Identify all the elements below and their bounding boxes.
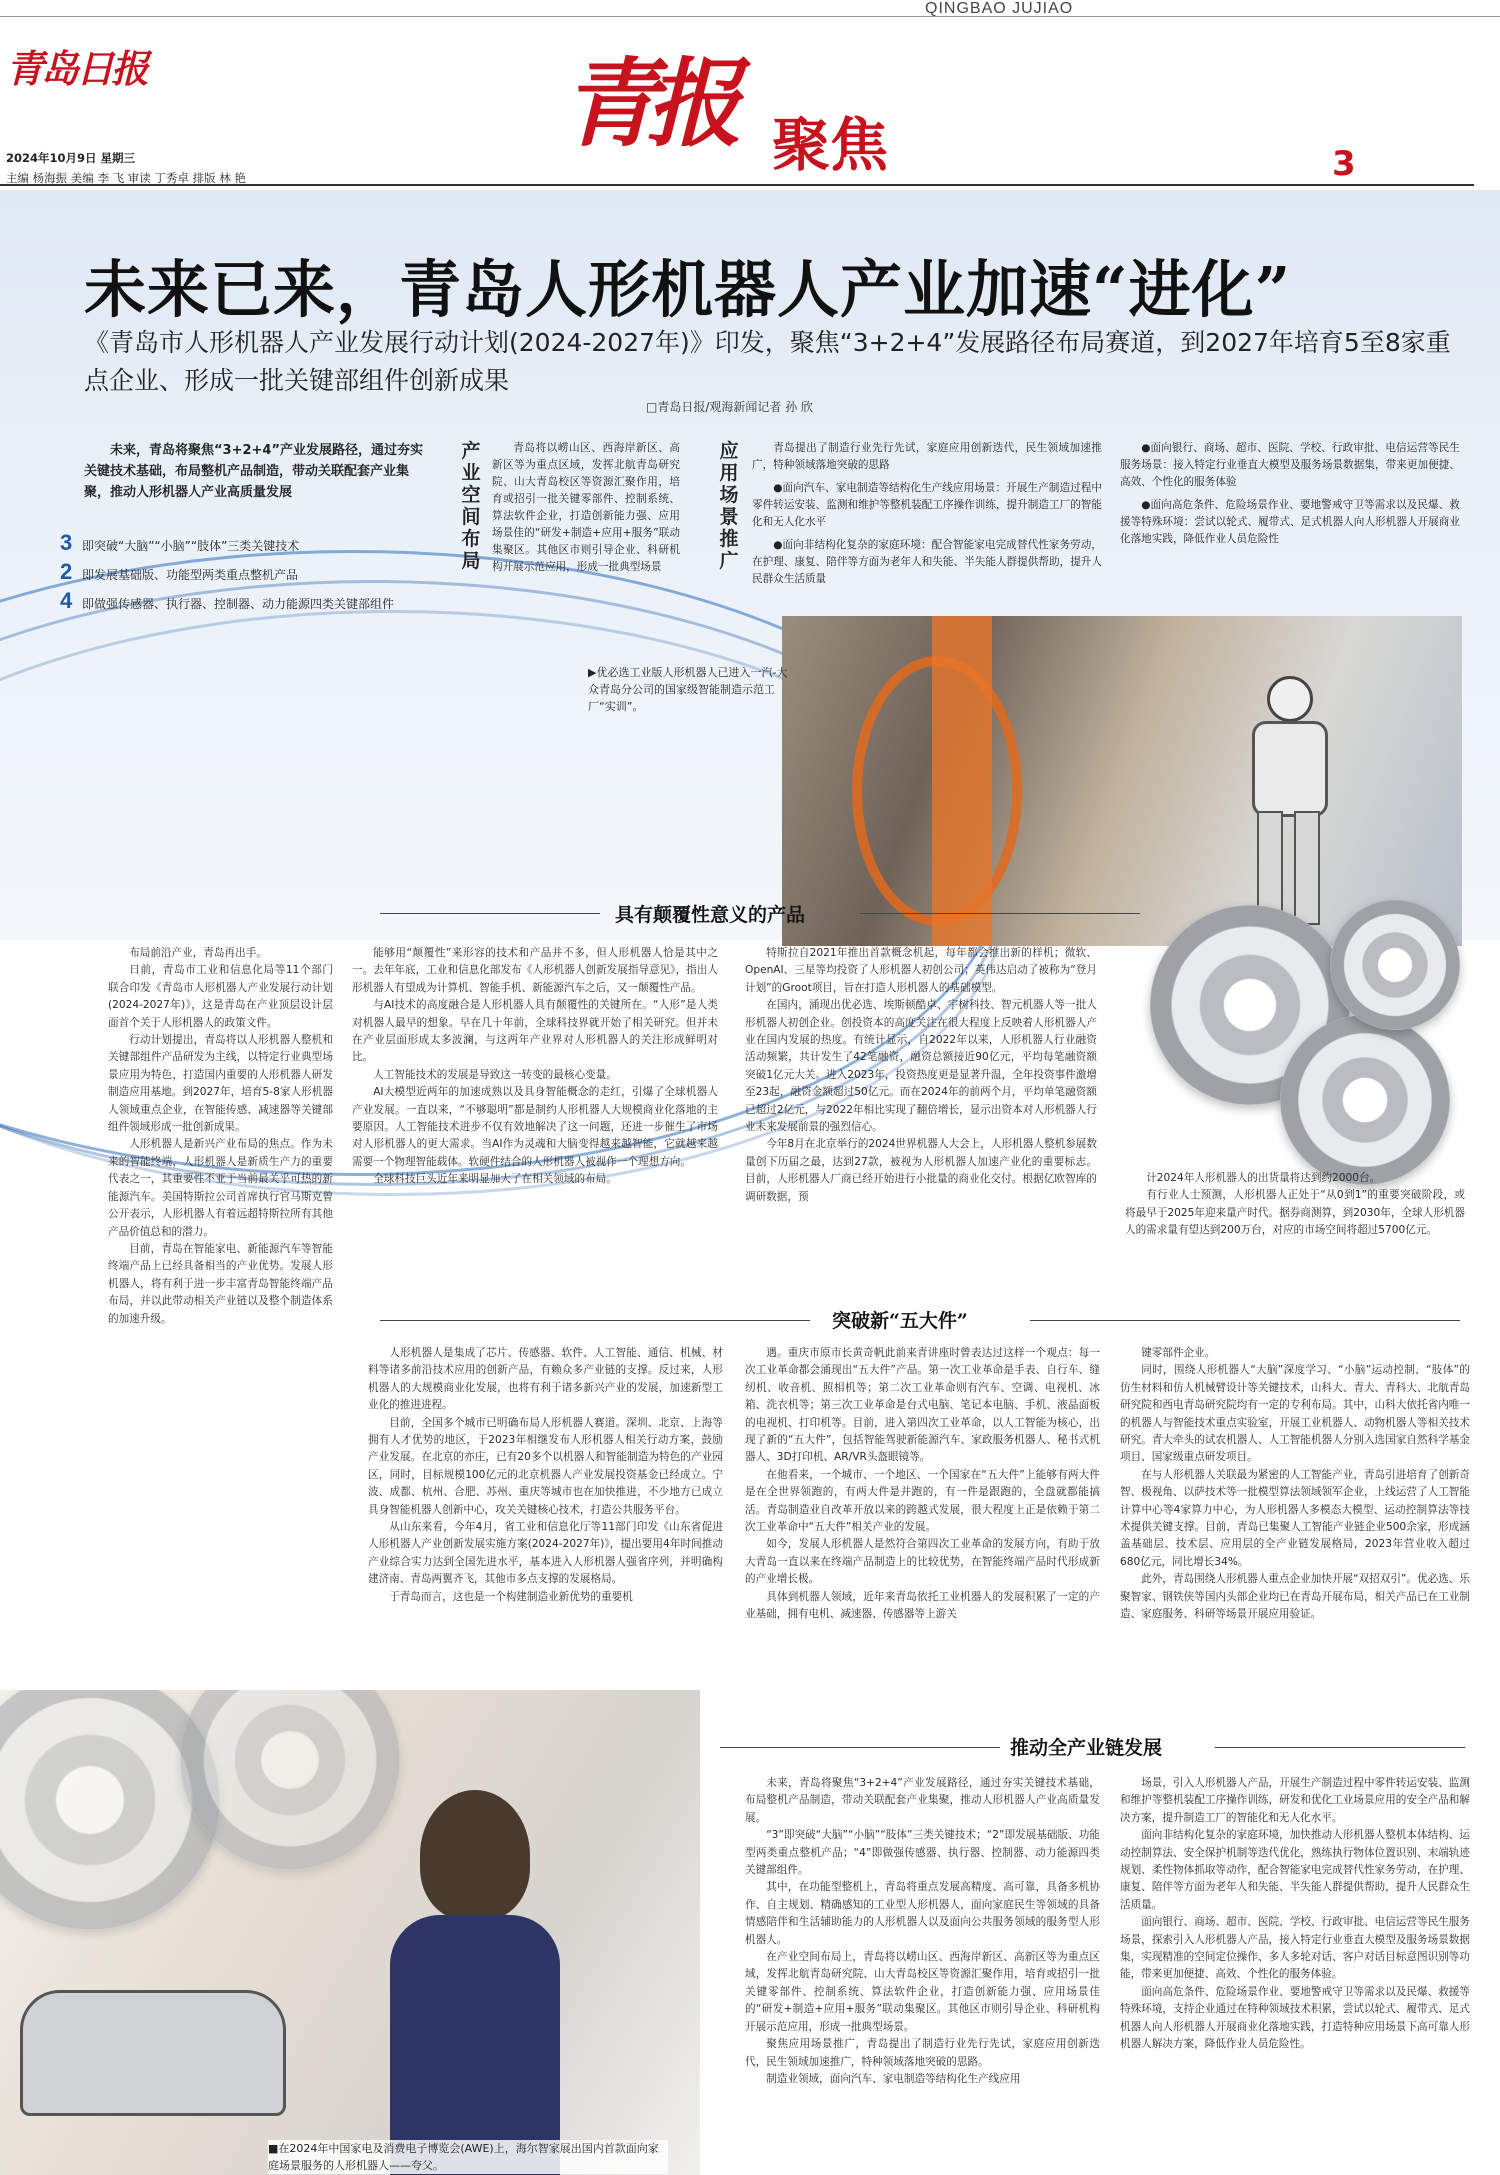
list-item: 4 即做强传感器、执行器、控制器、动力能源四类关键部组件: [60, 588, 395, 613]
robot-leg-icon: [1294, 811, 1320, 925]
robot-head-icon: [1267, 676, 1313, 722]
article-column: 特斯拉自2021年推出首款概念机起，每年都会推出新的样机；微软、OpenAI、三星等均投资了人形机器人初创公司；英伟达启动了被称为“登月计划”的Groot项目，旨在打造人形机器人的基础模型。 在国内，涌现出优必选、埃斯顿酷卓、宇树科技、智元机器人等一批人形机器人初创企业。创投资本的高度关注在很大程度上反映着人形机器人产业在国内发展的热度。有统计显示，自2022年以来，人形机器人行业融资活动频繁，共计发生了42笔融资，融资总额接近90亿元，平均每笔融资额突破1亿元大关。进入2023年，投资热度更是显著升温，全年投资事件激增至23起，融资金额超过50亿元。而在2024年的前两个月，平均单笔融资额已超过2亿元，与2022年相比实现了翻倍增长，显示出资本对人形机器人行业未来发展前景的强烈信心。 今年8月在北京举行的2024世界机器人大会上，人形机器人整机参展数量创下历届之最，达到27款，被视为人形机器人加速产业化的重要标志。目前，人形机器人厂商已经开始进行小批量的商业化交付。根据亿欧智库的调研数据，预: [745, 947, 1097, 1203]
section-rule: [1030, 1320, 1460, 1321]
section-brand-subtitle: 聚焦: [772, 111, 889, 179]
page-title: 未来已来，青岛人形机器人产业加速“进化”: [84, 253, 1292, 326]
gear-icon: [1330, 900, 1460, 1030]
scenario-box-title: 应用场景推广: [719, 440, 739, 572]
article-column: 键零部件企业。 同时，围绕人形机器人“大脑”深度学习、“小脑”运动控制、“肢体”的仿生材料和仿人机械臂设计等关键技术，山科大、青大、青科大、北航青岛研究院和西电青岛研究院均有一定的专利布局。其中，山科大依托省内唯一的机器人与智能技术重点实验室，开展工业机器人、动物机器人等相关技术研究。青大牵头的试农机器人、人工智能机器人分别入选国家自然科学基金项目、国家级重点研发项目。 在与人形机器人关联最为紧密的人工智能产业，青岛引进培育了创新奇智、极视角、以萨技术等一批模型算法领域领军企业，上线运营了人工智能计算中心等4家算力中心，为人形机器人多模态大模型、运动控制算法等技术提供关键支撑。目前，青岛已集聚人工智能产业链企业500余家，形成涵盖基础层、技术层、应用层的全产业链发展格局，2023年营业收入超过680亿元，同比增长34%。 此外，青岛围绕人形机器人重点企业加快开展“双招双引”。优必选、乐聚智家、钢铁侠等国内头部企业均已在青岛开展布局，相关产品已在工业制造、家庭服务、科研等场景开展应用验证。: [1120, 1347, 1470, 1621]
section-heading: 推动全产业链发展: [1010, 1737, 1163, 1759]
list-item: 3 即突破“大脑”“小脑”“肢体”三类关键技术: [60, 530, 300, 555]
header-pinyin: QINGBAO JUJIAO: [925, 0, 1074, 17]
header-rule: [0, 184, 1474, 186]
article-column: 未来，青岛将聚焦“3+2+4”产业发展路径，通过夯实关键技术基础，布局整机产品制造，带动关联配套产业集聚，推动人形机器人产业高质量发展。 “3”即突破“大脑”“小脑”“肢体”三类关键技术；“2”即发展基础版、功能型两类重点整机产品；“4”即做强传感器、执行器、控制器、动力能源四类关键部组件。 其中，在功能型整机上，青岛将重点发展高精度、高可靠，具备多机协作、自主规划、精确感知的工业型人形机器人，面向家庭民生等领域的具备情感陪伴和生活辅助能力的人形机器人以及面向公共服务领域的服务型人形机器人。 在产业空间布局上，青岛将以崂山区、西海岸新区、高新区等为重点区域，发挥北航青岛研究院、山大青岛校区等资源汇聚作用，培育或招引一批关键零部件、控制系统、算法软件企业，打造创新能力强、应用场景佳的“研发+制造+应用+服务”联动集聚区。其他区市则引导企业、科研机构开展示范应用，形成一批典型场景。 聚焦应用场景推广，青岛提出了制造行业先行先试，家庭应用创新迭代，民生领域加速推广，特种领域落地突破的思路。 制造业领域，面向汽车、家电制造等结构化生产线应用: [745, 1777, 1100, 2085]
photo-caption: ■在2024年中国家电及消费电子博览会(AWE)上，海尔智家展出国内首款面向家庭场景服务的人形机器人——夸父。: [268, 2140, 668, 2174]
newspaper-logo: 青岛日报: [6, 46, 147, 91]
page-number: 3: [1332, 144, 1356, 184]
article-column: 人形机器人是集成了芯片、传感器、软件、人工智能、通信、机械、材料等诸多前沿技术应用的创新产品，有赖众多产业链的支撑。反过来，人形机器人的大规模商业化发展，也将有利于诸多新兴产业的发展，加速新型工业化的推进进程。 目前，全国多个城市已明确布局人形机器人赛道。深圳、北京、上海等拥有人才优势的地区，于2023年相继发布人形机器人相关行动方案，鼓励产业发展。在北京的亦庄，已有20多个以机器人和智能制造为特色的产业园区，同时，目标规模100亿元的北京机器人产业发展投资基金已经成立。宁波、成都、杭州、合肥、苏州、重庆等城市也在加快推进，不少地方已成立具身智能机器人创新中心，攻关关键核心技术，打造公共服务平台。 从山东来看，今年4月，省工业和信息化厅等11部门印发《山东省促进人形机器人产业创新发展实施方案(2024-2027年)》，提出要用4年时间推动产业综合实力达到全国先进水平，基本进入人形机器人强省序列，并明确构建济南、青岛两翼齐飞，其他市多点支撑的发展格局。 于青岛而言，这也是一个构建制造业新优势的重要机: [368, 1347, 723, 1603]
article-column: 计2024年人形机器人的出货量将达到约2000台。 有行业人士预测，人形机器人正处于“从0到1”的重要突破阶段，或将最早于2025年迎来量产时代。据券商测算，到2030年，全球人形机器人的需求量有望达到200万台，对应的市场空间将超过5700亿元。: [1125, 1172, 1465, 1237]
article-column: 布局前沿产业，青岛再出手。 日前，青岛市工业和信息化局等11个部门联合印发《青岛市人形机器人产业发展行动计划(2024-2027年)》，这是青岛在产业顶层设计层面首个关于人形机器人的政策文件。 行动计划提出，青岛将以人形机器人整机和关键部组件产品研发为主线，以特定行业典型场景应用为特色，打造国内重要的人形机器人研发制造应用基地。到2027年，培育5-8家人形机器人领域重点企业，在智能传感、减速器等关键部组件领域形成一批创新成果。 人形机器人是新兴产业布局的焦点。作为未来的智能终端，人形机器人是新质生产力的重要代表之一，其重要性不亚于当前最关乎可热的新能源汽车。美国特斯拉公司首席执行官马斯克曾公开表示，人形机器人有着远超特斯拉所有其他产品价值总和的潜力。 目前，青岛在智能家电、新能源汽车等智能终端产品上已经具备相当的产业优势。发展人形机器人，将有利于进一步丰富青岛智能终端产品布局，并以此带动相关产业链以及整个制造体系的加速升级。: [108, 947, 333, 1325]
scenario-box-left: 青岛提出了制造行业先行先试，家庭应用创新迭代，民生领域加速推广，特种领域落地突破的思路 ●面向汽车、家电制造等结构化生产线应用场景：开展生产制造过程中零件转运安装、监测和维护等整机装配工序操作训练，提升制造工厂的智能化和无人化水平 ●面向非结构化复杂的家庭环境：配合智能家电完成替代性家务劳动，在护理、康复、陪伴等方面为老年人和失能、半失能人群提供帮助，提升人民群众生活质量: [752, 442, 1102, 585]
page-subtitle: 《青岛市人形机器人产业发展行动计划(2024-2027年)》印发，聚焦“3+2+4”发展路径布局赛道，到2027年培育5至8家重点企业、形成一批关键部组件创新成果: [84, 328, 1451, 395]
gear-icon: [1280, 1015, 1450, 1185]
intro-summary: 未来，青岛将聚焦“3+2+4”产业发展路径，通过夯实关键技术基础，布局整机产品制造，带动关联配套产业集聚，推动人形机器人产业高质量发展: [84, 443, 424, 500]
byline: □青岛日报/观海新闻记者 孙 欣: [646, 400, 814, 414]
visitor-figure-icon: [420, 1790, 530, 1920]
list-item: 2 即发展基础版、功能型两类重点整机产品: [60, 559, 299, 584]
issue-date: 2024年10月9日 星期三: [6, 151, 136, 165]
orange-pillar-icon: [932, 616, 992, 946]
photo-caption: ▶优必选工业版人形机器人已进入一汽-大众青岛分公司的国家级智能制造示范工厂“实训”。: [588, 666, 788, 713]
section-rule: [380, 1320, 810, 1321]
article-column: 能够用“颠覆性”来形容的技术和产品并不多，但人形机器人恰是其中之一。去年年底，工业和信息化部发布《人形机器人创新发展指导意见》，指出人形机器人有望成为计算机、智能手机、新能源汽车之后，又一颠覆性产品。 与AI技术的高度融合是人形机器人具有颠覆性的关键所在。“人形”是人类对机器人最早的想象。早在几十年前，全球科技界就开始了相关研究。但并未在产业层面形成太多波澜，与这两年产业界对人形机器人的关注形成鲜明对比。 人工智能技术的发展是导致这一转变的最核心变量。 AI大模型近两年的加速成熟以及具身智能概念的走红，引爆了全球机器人产业发展。一直以来，“不够聪明”都是制约人形机器人大规模商业化落地的主要原因。人工智能技术进步不仅有效地解决了这一问题，还进一步催生了市场对人形机器人的更大需求。当AI作为灵魂和大脑变得越来越智能，它就越来越需要一个物理智能载体。软硬件结合的人形机器人被视作一个理想方向。 全球科技巨头近年来明显加大了在相关领域的布局。: [352, 947, 718, 1186]
section-heading: 突破新“五大件”: [832, 1310, 968, 1332]
article-column: 场景，引入人形机器人产品，开展生产制造过程中零件转运安装、监测和维护等整机装配工序操作训练，研发和优化工业场景应用的安全产品和解决方案，提升制造工厂的智能化和无人化水平。 面向非结构化复杂的家庭环境，加快推动人形机器人整机本体结构、运动控制算法、安全保护机制等迭代优化，熟练执行物体位置识别、末端轨迹规划、柔性物体抓取等动作，配合智能家电完成替代性家务劳动，在护理、康复、陪伴等方面为老年人和失能、半失能人群提供帮助，提升人民群众生活质量。 面向银行、商场、超市、医院、学校、行政审批、电信运营等民生服务场景，探索引入人形机器人产品，接入特定行业垂直大模型及服务场景数据集，实现精准的空间定位操作、多人多轮对话、客户对话目标意图识别等功能，带来更加便捷、高效、个性化的服务体验。 面向高危条件、危险场景作业、要地警戒守卫等需求以及民爆、救援等特殊环境，支持企业通过在特种领域技术积累，尝试以轮式、履带式、足式机器人向人形机器人开展商业化落地实践，打造特种应用场景下高可靠人形机器人解决方案，降低作业人员危险性。: [1120, 1777, 1470, 2051]
layout-box-title: 产业空间布局: [461, 440, 481, 572]
section-rule: [720, 1747, 1000, 1748]
section-rule: [860, 913, 1140, 914]
section-rule: [380, 913, 600, 914]
gear-icon: [180, 1690, 400, 1870]
expo-robot-photo: [0, 1690, 700, 2175]
header-top-rule: [0, 16, 1500, 17]
section-rule: [1215, 1747, 1465, 1748]
bullet-list: [60, 530, 420, 617]
factory-robot-photo: [782, 616, 1462, 946]
robot-body-icon: [1252, 721, 1328, 817]
section-heading: 具有颠覆性意义的产品: [615, 904, 806, 926]
editorial-staff: 主编 杨海振 美编 李 飞 审读 丁秀卓 排版 林 艳: [6, 171, 246, 185]
article-column: 遇。重庆市原市长黄奇帆此前来青讲座时曾表达过这样一个观点：每一次工业革命都会涌现出“五大件”产品。第一次工业革命是手表、自行车、缝纫机、收音机、照相机等；第二次工业革命则有汽车、空调、电视机、冰箱、洗衣机等；第三次工业革命是台式电脑、笔记本电脑、手机、液晶面板的电视机、打印机等。目前，进入第四次工业革命，以人工智能为核心，出现了新的“五大件”，包括智能驾驶新能源汽车、家政服务机器人、秘书式机器人、3D打印机、AR/VR头盔眼镜等。 在他看来，一个城市、一个地区、一个国家在“五大件”上能够有两大件是在全世界领跑的，有两大件是并跑的，有一件是跟跑的，全盘就都能搞活。青岛制造业自改革开放以来的跨越式发展，很大程度上正是依赖于第二次工业革命中“五大件”相关产业的发展。 如今，发展人形机器人是然符合第四次工业革命的发展方向，有助于放大青岛一直以来在终端产品制造上的比较优势，在智能终端产品时代形成新的产业增长极。 具体到机器人领域，近年来青岛依托工业机器人的发展积累了一定的产业基础，拥有电机、减速器、传感器等上游关: [745, 1347, 1100, 1621]
scenario-box-right: ●面向银行、商场、超市、医院、学校、行政审批、电信运营等民生服务场景：接入特定行业垂直大模型及服务场景数据集，带来更加便捷、高效、个性化的服务体验 ●面向高危条件、危险场景作业、要地警戒守卫等需求以及民爆、救援等特殊环境：尝试以轮式、履带式、足式机器人向人形机器人开展商业化落地实践，降低作业人员危险性: [1120, 442, 1460, 545]
visitor-figure-icon: [390, 1915, 560, 2175]
section-brand-title: 青报: [562, 47, 730, 160]
layout-box-text: 青岛将以崂山区、西海岸新区、高新区等为重点区域，发挥北航青岛研究院、山大青岛校区等资源汇聚作用，培育或招引一批关键零部件、控制系统、算法软件企业，打造创新能力强、应用场景佳的“研发+制造+应用+服务”联动集聚区。其他区市则引导企业、科研机构开展示范应用，形成一批典型场景: [492, 442, 680, 573]
robot-arm-icon: [20, 1990, 286, 2116]
